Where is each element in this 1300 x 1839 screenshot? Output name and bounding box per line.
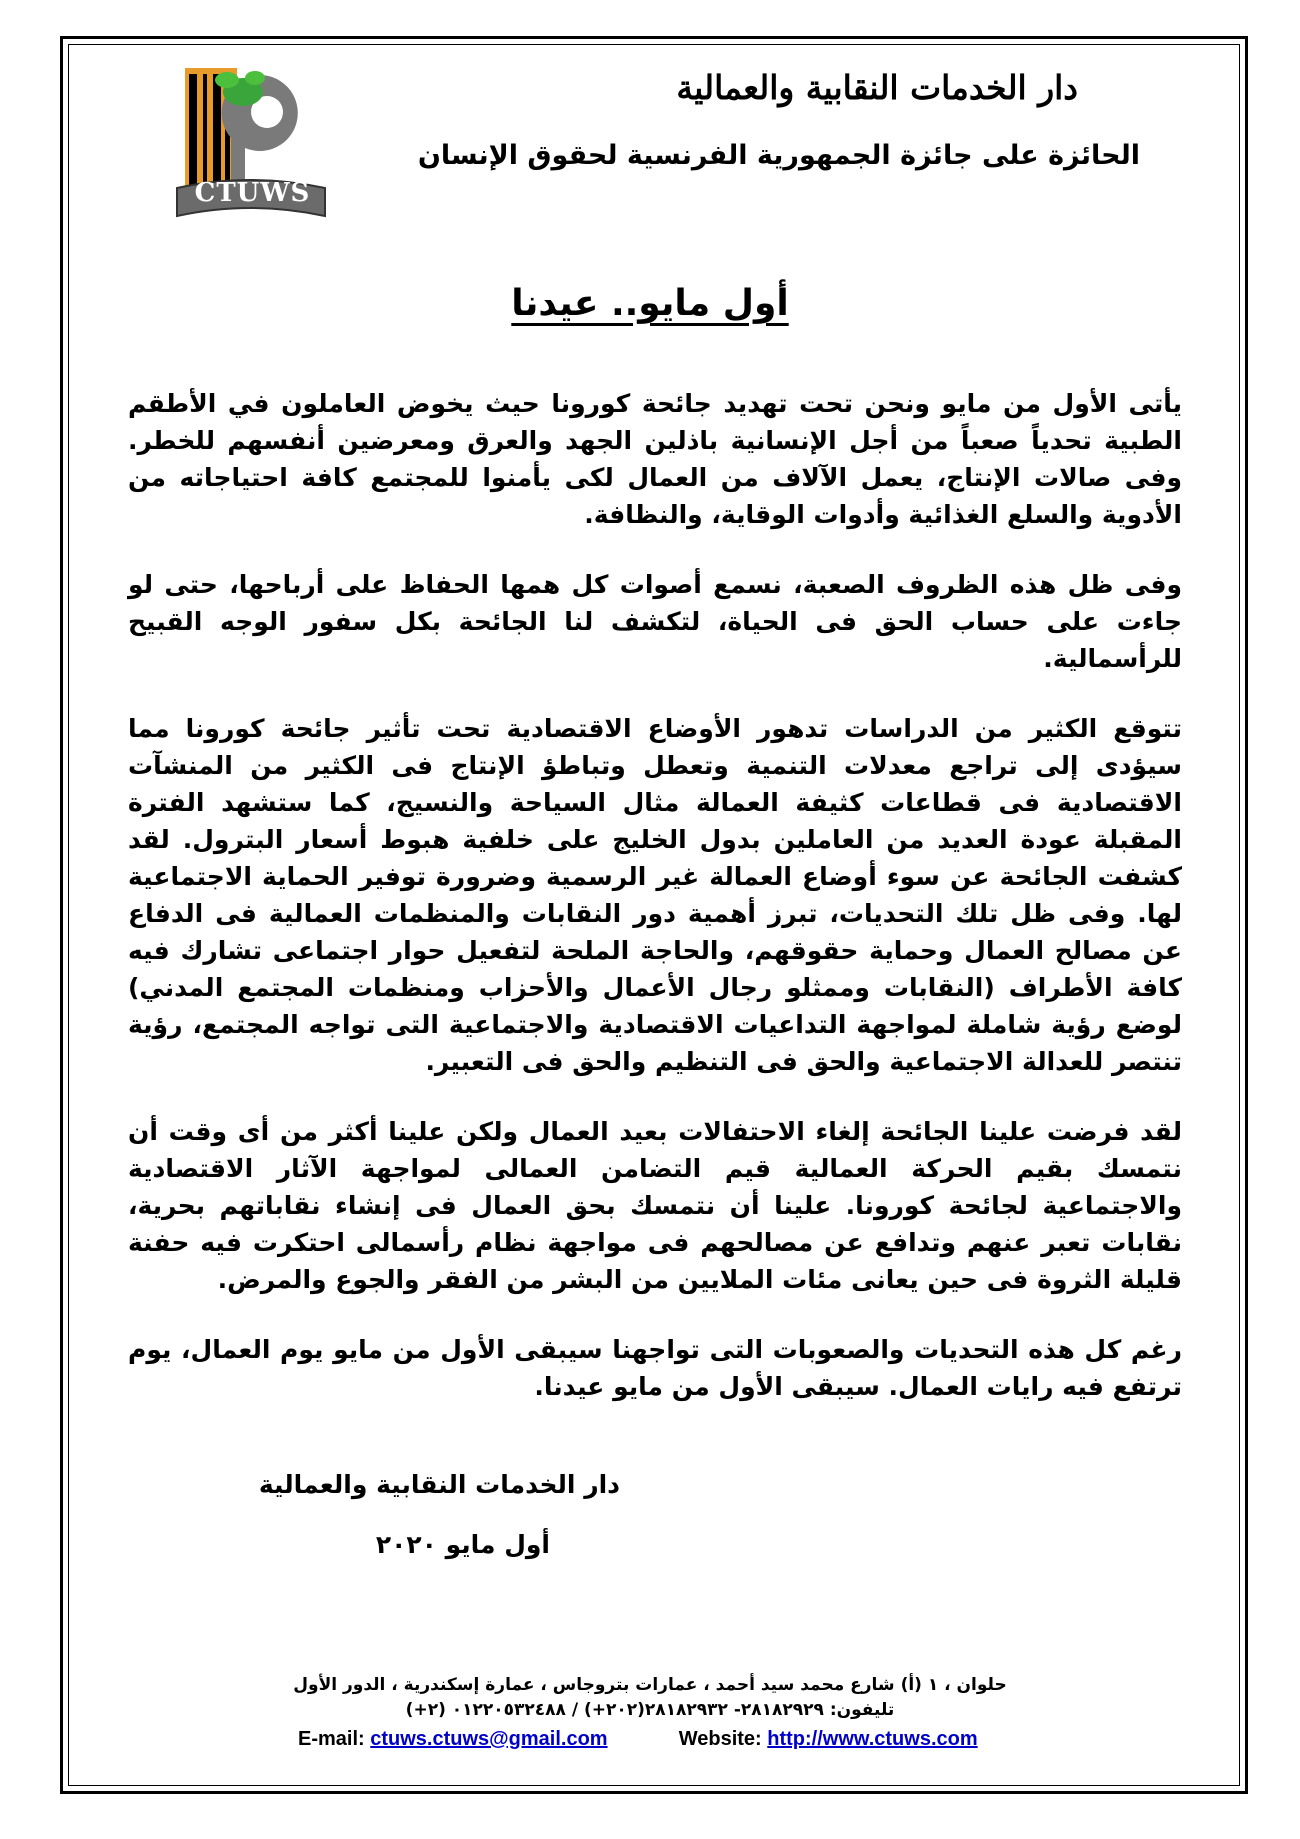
org-name: دار الخدمات النقابية والعمالية <box>676 68 1078 107</box>
paragraph: وفى ظل هذه الظروف الصعبة، نسمع أصوات كل همها الحفاظ على أرباحها، حتى لو جاءت على حساب الحق فى الحياة، لتكشف لنا الجائحة بكل سفور الوجه القبيح للرأسمالية. <box>128 570 1182 673</box>
statement-body <box>128 385 1182 1438</box>
website-link[interactable]: http://www.ctuws.com <box>767 1728 978 1750</box>
footer-contact <box>298 1728 978 1751</box>
signature-date: أول مايو ٢٠٢٠ <box>375 1530 550 1559</box>
footer-address: حلوان ، ١ (أ) شارع محمد سيد أحمد ، عمارات بتروجاس ، عمارة إسكندرية ، الدور الأول <box>293 1675 1007 1695</box>
paragraph: لقد فرضت علينا الجائحة إلغاء الاحتفالات بعيد العمال ولكن علينا أكثر من أى وقت أن نتمسك بقيم الحركة العمالية قيم التضامن العمالى لمواجهة الآثار الاقتصادية والاجتماعية لجائحة كورونا. علينا أن نتمسك بحق العمال فى إنشاء نقاباتهم بحرية، نقابات تعبر عنهم وتدافع عن مصالحهم فى مواجهة نظام رأسمالى احتكرت فيه حفنة قليلة الثروة فى حين يعانى مئات الملايين من البشر من الفقر والجوع والمرض. <box>128 1117 1182 1294</box>
paragraph: رغم كل هذه التحديات والصعوبات التى تواجهنا سيبقى الأول من مايو يوم العمال، يوم ترتفع فيه رايات العمال. سيبقى الأول من مايو عيدنا. <box>128 1335 1182 1401</box>
paragraph: تتوقع الكثير من الدراسات تدهور الأوضاع الاقتصادية تحت تأثير جائحة كورونا مما سيؤدى إلى تراجع معدلات التنمية وتعطل وتباطؤ الإنتاج فى الكثير من المنشآت الاقتصادية فى قطاعات كثيفة العمالة مثال السياحة والنسيج، كما ستشهد الفترة المقبلة عودة العديد من العاملين بدول الخليج على خلفية هبوط أسعار البترول. لقد كشفت الجائحة عن سوء أوضاع العمالة غير الرسمية وضرورة توفير الحماية الاجتماعية لها. وفى ظل تلك التحديات، تبرز أهمية دور النقابات والمنظمات العمالية فى الدفاع عن مصالح العمال وحماية حقوقهم، والحاجة الملحة لتفعيل حوار اجتماعى تشارك فيه كافة الأطراف (النقابات وممثلو رجال الأعمال والأحزاب ومنظمات المجتمع المدني) لوضع رؤية شاملة لمواجهة التداعيات الاقتصادية والاجتماعية التى تواجه المجتمع، رؤية تنتصر للعدالة الاجتماعية والحق فى التنظيم والحق فى التعبير. <box>128 714 1182 1076</box>
footer-phone: تليفون: ٢٨١٨٢٩٢٩- ٢٨١٨٢٩٣٢(٢٠٢+) / ٠١٢٢٠٥٣٢٤٨٨ (٢+) <box>405 1700 895 1720</box>
award-line: الحائزة على جائزة الجمهورية الفرنسية لحقوق الإنسان <box>417 140 1140 171</box>
ctuws-logo <box>175 60 330 235</box>
website-label: Website: <box>678 1728 762 1750</box>
email-link[interactable]: ctuws.ctuws@gmail.com <box>370 1728 608 1750</box>
email-label: E-mail: <box>298 1728 365 1750</box>
page-title-text: أول مايو.. عيدنا <box>511 283 789 324</box>
paragraph: يأتى الأول من مايو ونحن تحت تهديد جائحة كورونا حيث يخوض العاملون في الأطقم الطبية تحدياً صعباً من أجل الإنسانية باذلين الجهد والعرق ومعرضين أنفسهم للخطر. وفى صالات الإنتاج، يعمل الآلاف من العمال لكى يأمنوا للمجتمع كافة احتياجاته من الأدوية والسلع الغذائية وأدوات الوقاية، والنظافة. <box>128 389 1182 529</box>
signature-org: دار الخدمات النقابية والعمالية <box>258 1470 620 1499</box>
logo-text: CTUWS <box>194 178 311 208</box>
page-title <box>0 283 1300 324</box>
